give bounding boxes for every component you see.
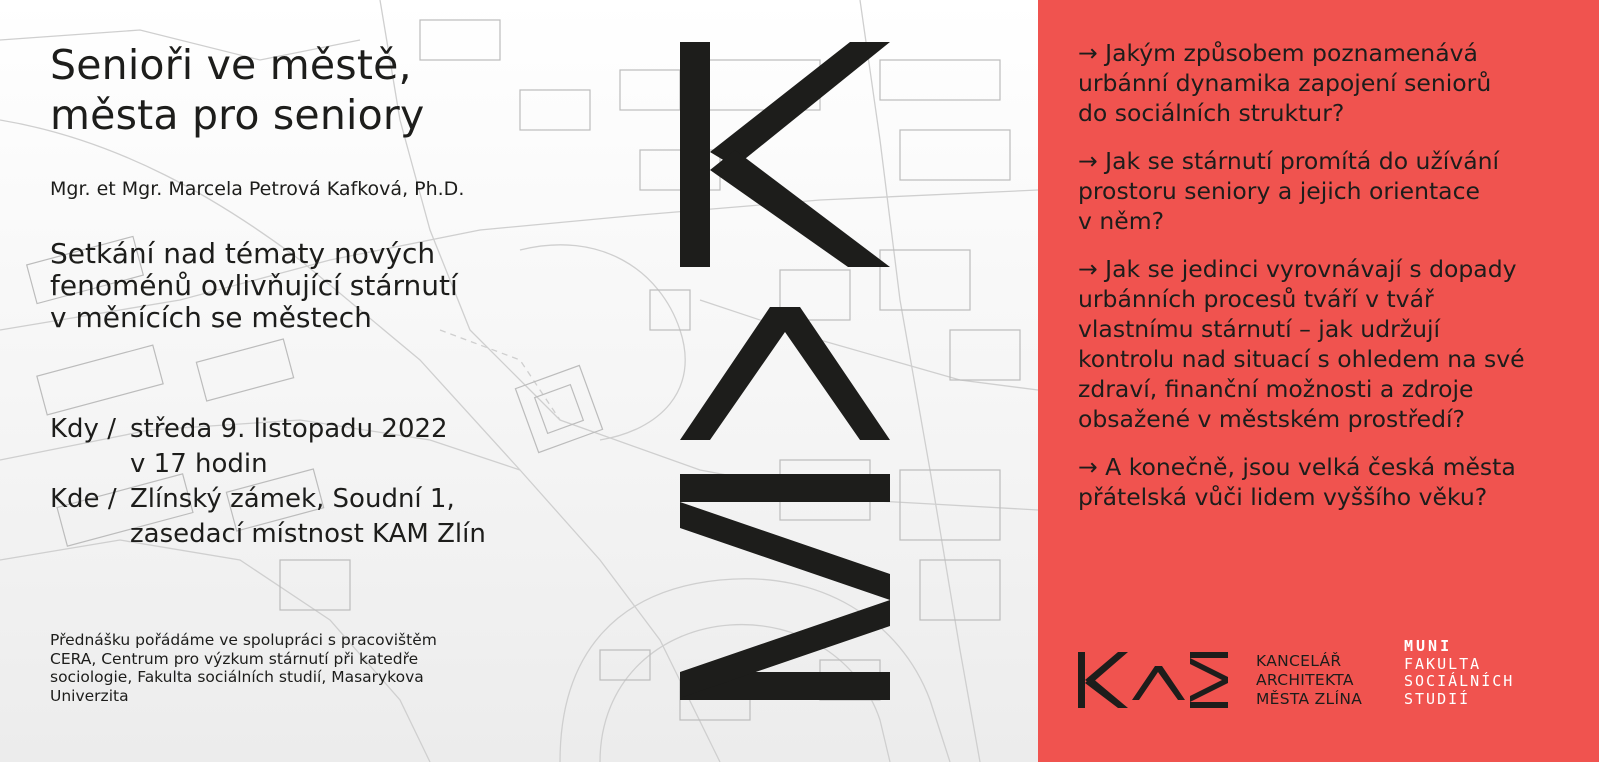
event-when bbox=[50, 412, 486, 482]
kam-vertical-logo bbox=[680, 42, 890, 702]
muni-faculty-logo bbox=[1404, 638, 1514, 708]
muni-faculty-line: SOCIÁLNÍCH bbox=[1404, 672, 1515, 690]
where-label: Kde / bbox=[50, 484, 117, 514]
muni-faculty-line: FAKULTA bbox=[1404, 654, 1482, 673]
when-date: středa 9. listopadu 2022 bbox=[130, 414, 448, 444]
question-line: zdraví, finanční možnosti a zdroje bbox=[1078, 375, 1474, 403]
question-line: přátelská vůči lidem vyššího věku? bbox=[1078, 483, 1488, 511]
question-line: → Jak se jedinci vyrovnávají s dopady bbox=[1078, 255, 1517, 283]
kam-logo bbox=[1078, 650, 1228, 710]
question-item bbox=[1078, 38, 1583, 128]
where-address: Zlínský zámek, Soudní 1, bbox=[130, 484, 455, 514]
when-time: v 17 hodin bbox=[130, 449, 268, 479]
question-item bbox=[1078, 452, 1583, 512]
question-line: v něm? bbox=[1078, 207, 1165, 235]
credits-line: Univerzita bbox=[50, 686, 129, 705]
event-title bbox=[50, 40, 610, 140]
question-line: → A konečně, jsou velká česká města bbox=[1078, 453, 1516, 481]
credits-line: sociologie, Fakulta sociálních studií, Masarykova bbox=[50, 668, 424, 686]
question-line: → Jakým způsobem poznamenává bbox=[1078, 39, 1478, 67]
question-list bbox=[1078, 38, 1583, 530]
muni-faculty-line: STUDIÍ bbox=[1404, 689, 1471, 708]
organizer-credits bbox=[50, 631, 540, 705]
poster-right-panel bbox=[1038, 0, 1599, 762]
event-subtitle-line: Setkání nad tématy nových bbox=[50, 237, 436, 270]
event-where bbox=[50, 482, 486, 552]
question-line: obsažené v městském prostředí? bbox=[1078, 405, 1465, 433]
event-subtitle-line: fenoménů ovlivňující stárnutí bbox=[50, 269, 458, 302]
question-item bbox=[1078, 146, 1583, 236]
question-line: vlastnímu stárnutí – jak udržují bbox=[1078, 315, 1441, 343]
question-line: urbánní dynamika zapojení seniorů bbox=[1078, 69, 1492, 97]
kam-institution-name bbox=[1256, 652, 1362, 709]
muni-brand: MUNI bbox=[1404, 637, 1453, 655]
question-line: do sociálních struktur? bbox=[1078, 99, 1345, 127]
question-line: prostoru seniory a jejich orientace bbox=[1078, 177, 1480, 205]
event-subtitle-line: v měnících se městech bbox=[50, 301, 372, 334]
kam-name-line: KANCELÁŘ bbox=[1256, 652, 1342, 670]
event-title-line: Senioři ve městě, bbox=[50, 41, 412, 89]
where-room: zasedací místnost KAM Zlín bbox=[130, 519, 486, 549]
speaker-name: Mgr. et Mgr. Marcela Petrová Kafková, Ph.D. bbox=[50, 178, 465, 200]
event-details bbox=[50, 412, 486, 552]
when-label: Kdy / bbox=[50, 414, 116, 444]
credits-line: Přednášku pořádáme ve spolupráci s pracovištěm bbox=[50, 631, 437, 649]
question-line: → Jak se stárnutí promítá do užívání bbox=[1078, 147, 1500, 175]
credits-line: CERA, Centrum pro výzkum stárnutí při katedře bbox=[50, 649, 419, 668]
kam-name-line: ARCHITEKTA bbox=[1256, 671, 1354, 689]
kam-name-line: MĚSTA ZLÍNA bbox=[1256, 690, 1363, 708]
where-value bbox=[130, 482, 486, 552]
event-subtitle bbox=[50, 238, 610, 334]
question-line: kontrolu nad situací s ohledem na své bbox=[1078, 345, 1525, 373]
when-value bbox=[130, 412, 448, 482]
question-item bbox=[1078, 254, 1583, 434]
event-title-line: města pro seniory bbox=[50, 91, 425, 139]
question-line: urbánních procesů tváří v tvář bbox=[1078, 285, 1434, 313]
